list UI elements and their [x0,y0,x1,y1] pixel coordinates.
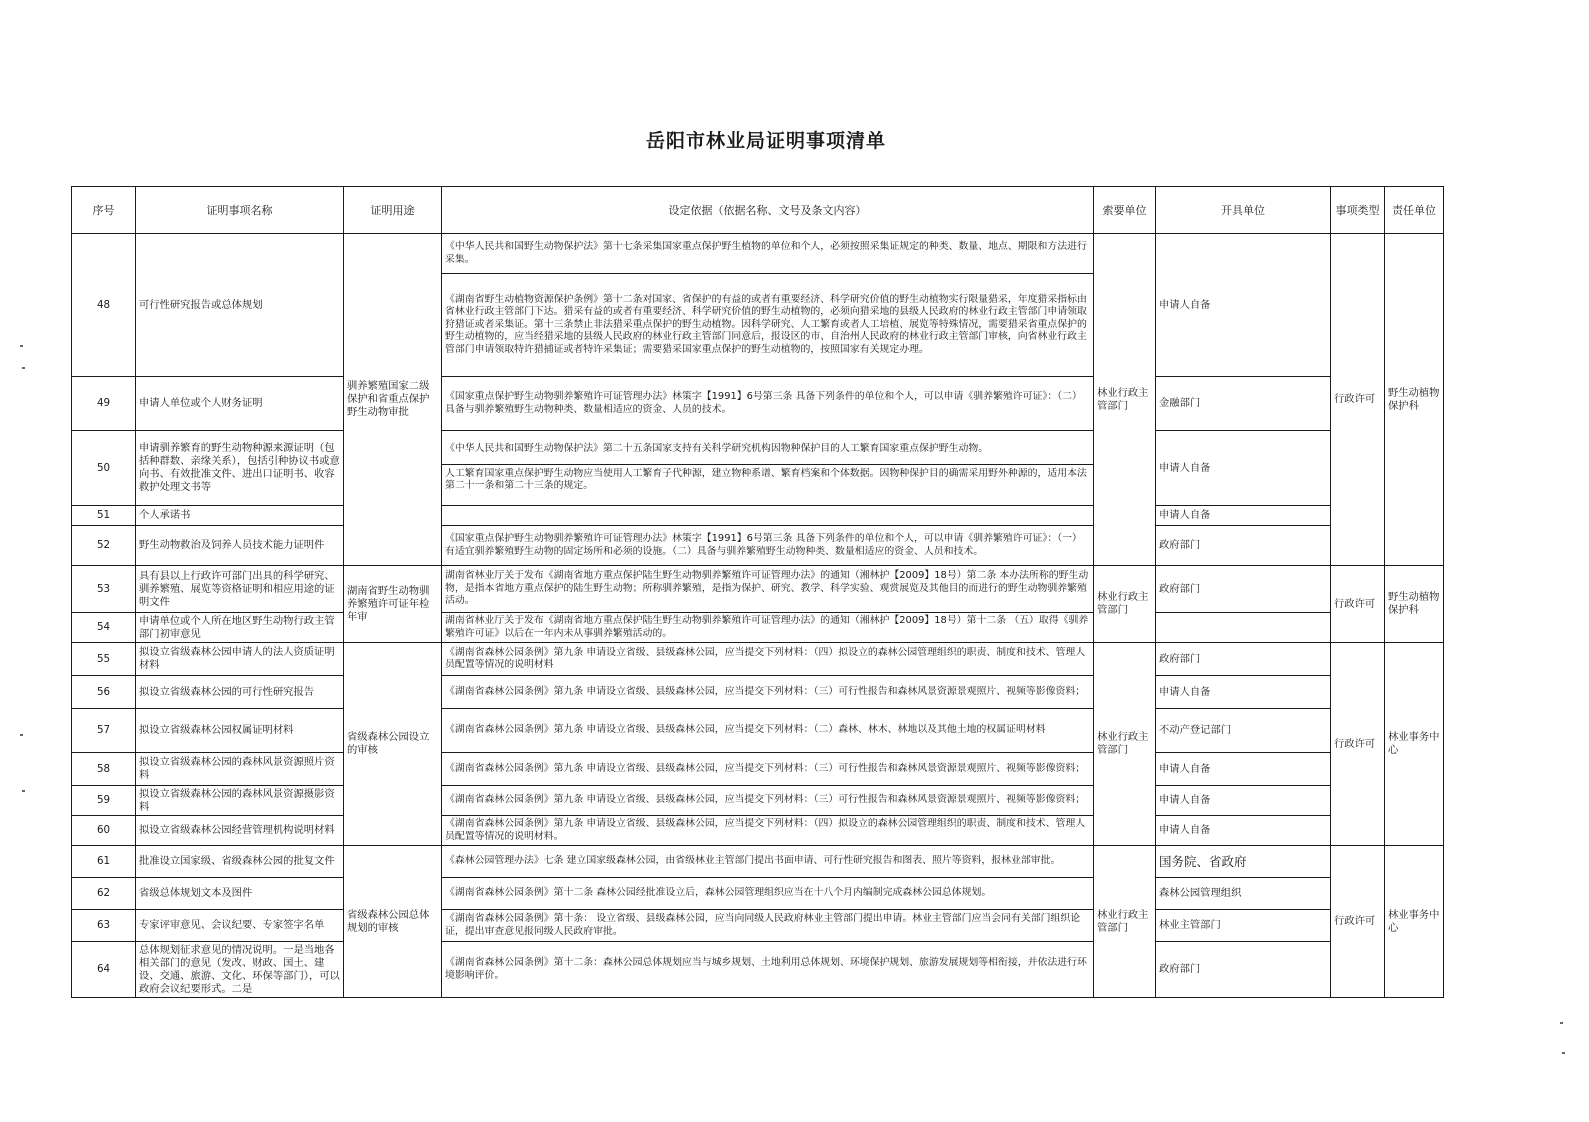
type-cell: 行政许可 [1331,566,1385,643]
table-row [72,566,1444,613]
basis-text [442,431,1094,506]
table-row [72,613,1444,643]
item-name: 具有县以上行政许可部门出具的科学研究、驯养繁殖、展览等资格证明和相应用途的证明文件 [136,566,344,613]
row-number: 48 [72,234,136,377]
basis-text: 《森林公园管理办法》七条 建立国家级森林公园，由省级林业主管部门提出书面申请、可行性研究报告和图表、照片等资料，报林业部审批。 [442,846,1094,878]
table-row [72,709,1444,753]
table-row [72,431,1444,506]
issuer-cell: 申请人自备 [1156,431,1331,506]
header-row [72,187,1444,234]
issuer-cell: 政府部门 [1156,526,1331,566]
header-no: 序号 [72,187,136,234]
item-name: 申请驯养繁育的野生动物种源来源证明（包括种群数、亲缘关系），包括引种协议书或意向书、有效批准文件、进出口证明书、收容救护处理文书等 [136,431,344,506]
item-name: 拟设立省级森林公园申请人的法人资质证明材料 [136,643,344,676]
item-name: 野生动物救治及饲养人员技术能力证明件 [136,526,344,566]
issuer-cell: 金融部门 [1156,377,1331,431]
scan-mark [22,790,25,792]
item-name: 申请人单位或个人财务证明 [136,377,344,431]
item-name: 拟设立省级森林公园的森林风景资源照片资料 [136,753,344,786]
issuer-cell: 申请人自备 [1156,234,1331,377]
basis-text: 湖南省林业厅关于发布《湖南省地方重点保护陆生野生动物驯养繁殖许可证管理办法》的通知（湘林护【2009】18号）第二条 本办法所称的野生动物，是指本省地方重点保护的陆生野生动物；所称驯养繁殖，是指为保护、研究、教学、科学实验、观赏展览及其他目的而进行的野生动物驯养繁殖活动。 [442,566,1094,613]
table-row [72,526,1444,566]
row-number: 58 [72,753,136,786]
row-number: 59 [72,786,136,816]
table-row [72,942,1444,998]
dept-cell: 林业事务中心 [1385,643,1444,846]
basis-text [442,506,1094,526]
item-name: 可行性研究报告或总体规划 [136,234,344,377]
requester-cell: 林业行政主管部门 [1094,566,1156,643]
item-name: 总体规划征求意见的情况说明。一是当地各相关部门的意见（发改、财政、国土、建设、交通、旅游、文化、环保等部门），可以政府会议纪要形式。二是 [136,942,344,998]
basis-text: 湖南省林业厅关于发布《湖南省地方重点保护陆生野生动物驯养繁殖许可证管理办法》的通知（湘林护【2009】18号）第十二条 （五）取得《驯养繁殖许可证》以后在一年内未从事驯养繁殖活动的。 [442,613,1094,643]
basis-text: 《湖南省森林公园条例》第九条 申请设立省级、县级森林公园，应当提交下列材料：（三）可行性报告和森林风景资源景观照片、视频等影像资料； [442,753,1094,786]
type-cell: 行政许可 [1331,846,1385,998]
table-row [72,753,1444,786]
issuer-cell: 国务院、省政府 [1156,846,1331,878]
item-name: 拟设立省级森林公园的森林风景资源摄影资料 [136,786,344,816]
basis-text: 《国家重点保护野生动物驯养繁殖许可证管理办法》林策字【1991】6号第三条 具备下列条件的单位和个人，可以申请《驯养繁殖许可证》：（二）具备与驯养繁殖野生动物种类、数量相适应的资金、人员的技术。 [442,377,1094,431]
requester-cell: 林业行政主管部门 [1094,643,1156,846]
header-requester: 索要单位 [1094,187,1156,234]
basis-text: 《湖南省森林公园条例》第九条 申请设立省级、县级森林公园，应当提交下列材料：（四）拟设立的森林公园管理组织的职责、制度和技术、管理人员配置等情况的说明材料 [442,643,1094,676]
scan-mark [22,367,25,369]
row-number: 57 [72,709,136,753]
basis-text: 《湖南省森林公园条例》第十二条 森林公园经批准设立后，森林公园管理组织应当在十八个月内编制完成森林公园总体规划。 [442,878,1094,910]
basis-text: 《湖南省森林公园条例》第九条 申请设立省级、县级森林公园，应当提交下列材料：（三）可行性报告和森林风景资源景观照片、视频等影像资料； [442,676,1094,709]
header-basis: 设定依据（依据名称、文号及条文内容） [442,187,1094,234]
row-number: 56 [72,676,136,709]
issuer-cell: 政府部门 [1156,942,1331,998]
dept-cell: 野生动植物保护科 [1385,566,1444,643]
header-dept: 责任单位 [1385,187,1444,234]
type-cell: 行政许可 [1331,643,1385,846]
item-name: 批准设立国家级、省级森林公园的批复文件 [136,846,344,878]
table-row [72,506,1444,526]
issuer-cell [1156,613,1331,643]
row-number: 53 [72,566,136,613]
table-row [72,846,1444,878]
row-number: 64 [72,942,136,998]
scan-mark [1560,1022,1563,1024]
row-number: 60 [72,816,136,846]
use-cell: 湖南省野生动物驯养繁殖许可证年检年审 [344,566,442,643]
basis-text: 《湖南省森林公园条例》第九条 申请设立省级、县级森林公园，应当提交下列材料：（三）可行性报告和森林风景资源景观照片、视频等影像资料； [442,786,1094,816]
dept-cell: 林业事务中心 [1385,846,1444,998]
table-row [72,377,1444,431]
header-issuer: 开具单位 [1156,187,1331,234]
basis-text: 《湖南省森林公园条例》第九条 申请设立省级、县级森林公园，应当提交下列材料：（四）拟设立的森林公园管理组织的职责、制度和技术、管理人员配置等情况的说明材料。 [442,816,1094,846]
type-cell: 行政许可 [1331,234,1385,566]
scan-mark [20,734,23,736]
row-number: 54 [72,613,136,643]
row-number: 49 [72,377,136,431]
item-name: 拟设立省级森林公园权属证明材料 [136,709,344,753]
basis-line: 人工繁育国家重点保护野生动物应当使用人工繁育子代种源，建立物种系谱、繁育档案和个体数据。因物种保护目的确需采用野外种源的，适用本法第二十一条和第二十三条的规定。 [445,467,1087,492]
row-number: 51 [72,506,136,526]
row-number: 61 [72,846,136,878]
scan-mark [20,345,23,347]
requester-cell: 林业行政主管部门 [1094,846,1156,998]
certification-table [71,186,1444,998]
row-number: 55 [72,643,136,676]
use-cell: 驯养繁殖国家二级保护和省重点保护野生动物审批 [344,234,442,566]
issuer-cell: 申请人自备 [1156,506,1331,526]
item-name: 申请单位或个人所在地区野生动物行政主管部门初审意见 [136,613,344,643]
issuer-cell: 政府部门 [1156,643,1331,676]
basis-text: 《湖南省森林公园条例》第十二条：森林公园总体规划应当与城乡规划、土地利用总体规划、环境保护规划、旅游发展规划等相衔接，并依法进行环境影响评价。 [442,942,1094,998]
issuer-cell: 林业主管部门 [1156,910,1331,942]
table-row [72,878,1444,910]
row-number: 52 [72,526,136,566]
requester-cell: 林业行政主管部门 [1094,234,1156,566]
item-name: 拟设立省级森林公园经营管理机构说明材料 [136,816,344,846]
header-use: 证明用途 [344,187,442,234]
row-number: 63 [72,910,136,942]
basis-line: 《中华人民共和国野生动物保护法》第二十五条国家支持有关科学研究机构因物种保护目的人工繁育国家重点保护野生动物。 [442,443,1093,465]
issuer-cell: 政府部门 [1156,566,1331,613]
table-row [72,676,1444,709]
basis-text: 《湖南省森林公园条例》第九条 申请设立省级、县级森林公园，应当提交下列材料：（二）森林、林木、林地以及其他土地的权属证明材料 [442,709,1094,753]
item-name: 省级总体规划文本及图件 [136,878,344,910]
basis-text: 《中华人民共和国野生动物保护法》第十七条采集国家重点保护野生植物的单位和个人，必须按照采集证规定的种类、数量、地点、期限和方法进行采集。 [442,234,1094,274]
header-name: 证明事项名称 [136,187,344,234]
issuer-cell: 申请人自备 [1156,816,1331,846]
use-cell: 省级森林公园设立的审核 [344,643,442,846]
row-number: 50 [72,431,136,506]
issuer-cell: 申请人自备 [1156,753,1331,786]
issuer-cell: 森林公园管理组织 [1156,878,1331,910]
basis-text: 《湖南省野生动植物资源保护条例》第十二条对国家、省保护的有益的或者有重要经济、科学研究价值的野生动植物实行限量猎采，年度猎采指标由省林业行政主管部门下达。猎采有益的或者有重要经济、科学研究价值的野生动植物的，必须向猎采地的县级人民政府的林业行政主管部门申请领取狩猎证或者采集证。第十三条禁止非法猎采重点保护的野生动植物。因科学研究、人工繁育或者人工培植、展览等特殊情况，需要猎采省重点保护的野生动植物的，应当经猎采地的县级人民政府的林业行政主管部门同意后，报设区的市、自治州人民政府的林业行政主管部门审核，向省林业行政主管部门申请领取特许猎捕证或者特许采集证；需要猎采国家重点保护的野生动植物的，按照国家有关规定办理。 [442,274,1094,377]
dept-cell: 野生动植物保护科 [1385,234,1444,566]
page-title: 岳阳市林业局证明事项清单 [645,130,886,152]
table-row [72,786,1444,816]
row-number: 62 [72,878,136,910]
issuer-cell: 申请人自备 [1156,676,1331,709]
table-row [72,643,1444,676]
table-row [72,234,1444,274]
item-name: 拟设立省级森林公园的可行性研究报告 [136,676,344,709]
table-row [72,910,1444,942]
issuer-cell: 不动产登记部门 [1156,709,1331,753]
scan-mark [1562,1052,1565,1054]
table-row [72,816,1444,846]
header-type: 事项类型 [1331,187,1385,234]
basis-text: 《湖南省森林公园条例》第十条： 设立省级、县级森林公园，应当向同级人民政府林业主管部门提出申请。林业主管部门应当会同有关部门组织论证，提出审查意见报同级人民政府审批。 [442,910,1094,942]
basis-text: 《国家重点保护野生动物驯养繁殖许可证管理办法》林策字【1991】6号第三条 具备下列条件的单位和个人，可以申请《驯养繁殖许可证》：（一）有适宜驯养繁殖野生动物的固定场所和必须的设施。（二）具备与驯养繁殖野生动物种类、数量相适应的资金、人员和技术。 [442,526,1094,566]
item-name: 专家评审意见、会议纪要、专家签字名单 [136,910,344,942]
item-name: 个人承诺书 [136,506,344,526]
issuer-cell: 申请人自备 [1156,786,1331,816]
use-cell: 省级森林公园总体规划的审核 [344,846,442,998]
